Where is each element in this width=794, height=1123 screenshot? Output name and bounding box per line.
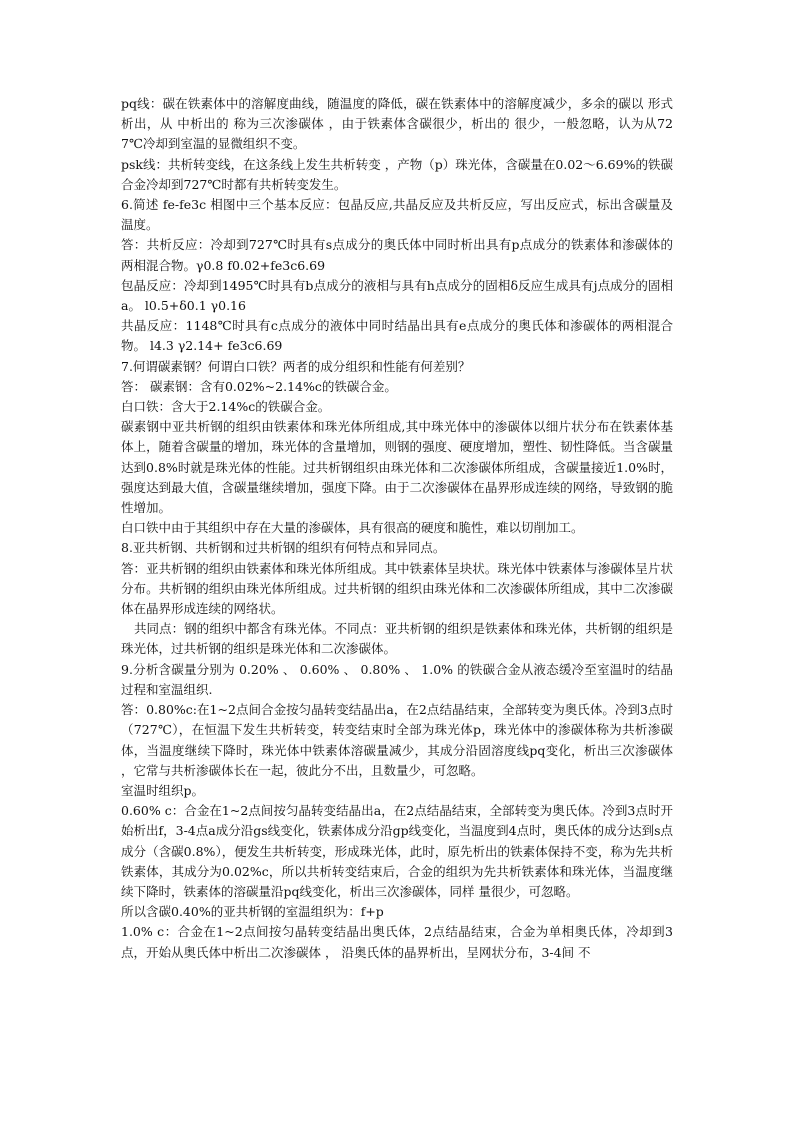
paragraph-pq-line: pq线：碳在铁素体中的溶解度曲线，随温度的降低，碳在铁素体中的溶解度减少，多余的碳以 形式析出，从 中析出的 称为三次渗碳体 ，由于铁素体含碳很少，析出的 很少，一般忽略，认为从727℃冷却到室温的显微组织不变。 (121, 96, 673, 152)
paragraph-carbon-steel-structure: 碳素钢中亚共析钢的组织由铁素体和珠光体所组成,其中珠光体中的渗碳体以细片状分布在铁素体基体上，随着含碳量的增加，珠光体的含量增加，则钢的强度、硬度增加，塑性、韧性降低。当含碳量达到0.8%时就是珠光体的性能。过共析钢组织由珠光体和二次渗碳体所组成，含碳量接近1.0%时，强度达到最大值，含碳量继续增加，强度下降。由于二次渗碳体在晶界形成连续的网络，导致钢的脆性增加。 (121, 419, 673, 516)
answer-8: 答：亚共析钢的组织由铁素体和珠光体所组成。其中铁素体呈块状。珠光体中铁素体与渗碳体呈片状分布。共析钢的组织由珠光体所组成。过共析钢的组织由珠光体和二次渗碳体所组成，其中二次渗碳体在晶界形成连续的网络状。 (121, 560, 673, 617)
answer-carbon-steel: 答： 碳素钢：含有0.02%~2.14%c的铁碳合金。 (121, 378, 397, 394)
answer-eutectoid-reaction: 答：共析反应：冷却到727℃时具有s点成分的奥氏体中同时析出具有p点成分的铁素体和渗碳体的两相混合物。γ0.8 f0.02+fe3c6.69 (121, 237, 673, 273)
paragraph-psk-line: psk线：共析转变线，在这条线上发生共析转变 ，产物（p）珠光体，含碳量在0.02～6.69%的铁碳合金冷却到727℃时都有共析转变发生。 (121, 156, 673, 192)
question-8: 8.亚共析钢、共析钢和过共析钢的组织有何特点和异同点。 (121, 540, 446, 556)
question-6: 6.简述 fe-fe3c 相图中三个基本反应：包晶反应,共晶反应及共析反应，写出反应式，标出含碳量及温度。 (121, 197, 673, 233)
paragraph-room-temp-structure: 室温时组织p。 (121, 782, 205, 798)
paragraph-similarities: 共同点：钢的组织中都含有珠光体。不同点：亚共析钢的组织是铁素体和珠光体，共析钢的组织是珠光体，过共析钢的组织是珠光体和二次渗碳体。 (121, 621, 673, 657)
answer-1.0-carbon: 1.0% c：合金在1~2点间按匀晶转变结晶出奥氏体，2点结晶结束，合金为单相奥氏体，冷却到3点，开始从奥氏体中析出二次渗碳体 ， 沿奥氏体的晶界析出，呈网状分布，3-4间 不 (121, 924, 673, 960)
question-7: 7.何谓碳素钢？何谓白口铁？两者的成分组织和性能有何差别？ (121, 358, 471, 374)
paragraph-hypoeutectoid-structure: 所以含碳0.40%的亚共析钢的室温组织为：f+p (121, 904, 384, 920)
question-9: 9.分析含碳量分别为 0.20% 、 0.60% 、 0.80% 、 1.0% 的铁碳合金从液态缓冷至室温时的结晶过程和室温组织. (121, 661, 673, 697)
answer-eutectic-reaction: 共晶反应：1148℃时具有c点成分的液体中同时结晶出具有e点成分的奥氏体和渗碳体的两相混合物。 l4.3 γ2.14+ fe3c6.69 (121, 318, 673, 354)
answer-0.60-carbon: 0.60% c：合金在1~2点间按匀晶转变结晶出a，在2点结晶结束，全部转变为奥氏体。冷到3点时开始析出f，3-4点a成分沿gs线变化，铁素体成分沿gp线变化，当温度到4点时，奥氏体的成分达到s点成分（含碳0.8%），便发生共析转变，形成珠光体，此时，原先析出的铁素体保持不变，称为先共析铁素体，其成分为0.02%c，所以共析转变结束后，合金的组织为先共析铁素体和珠光体，当温度继续下降时，铁素体的溶碳量沿pq线变化，析出三次渗碳体，同样 量很少，可忽略。 (121, 803, 673, 899)
answer-white-iron: 白口铁：含大于2.14%c的铁碳合金。 (121, 399, 331, 415)
document-body (121, 94, 673, 963)
answer-peritectic-reaction: 包晶反应：冷却到1495℃时具有b点成分的液相与具有h点成分的固相δ反应生成具有j点成分的固相a。 l0.5+δ0.1 γ0.16 (121, 277, 674, 314)
answer-0.80-carbon: 答：0.80%c:在1~2点间合金按匀晶转变结晶出a，在2点结晶结束，全部转变为奥氏体。冷到3点时（727℃），在恒温下发生共析转变，转变结束时全部为珠光体p，珠光体中的渗碳体称为共析渗碳体，当温度继续下降时，珠光体中铁素体溶碳量减少，其成分沿固溶度线pq变化，析出三次渗碳体 ，它常与共析渗碳体长在一起，彼此分不出，且数量少，可忽略。 (121, 702, 673, 778)
paragraph-white-iron-structure: 白口铁中由于其组织中存在大量的渗碳体，具有很高的硬度和脆性，难以切削加工。 (121, 520, 584, 536)
